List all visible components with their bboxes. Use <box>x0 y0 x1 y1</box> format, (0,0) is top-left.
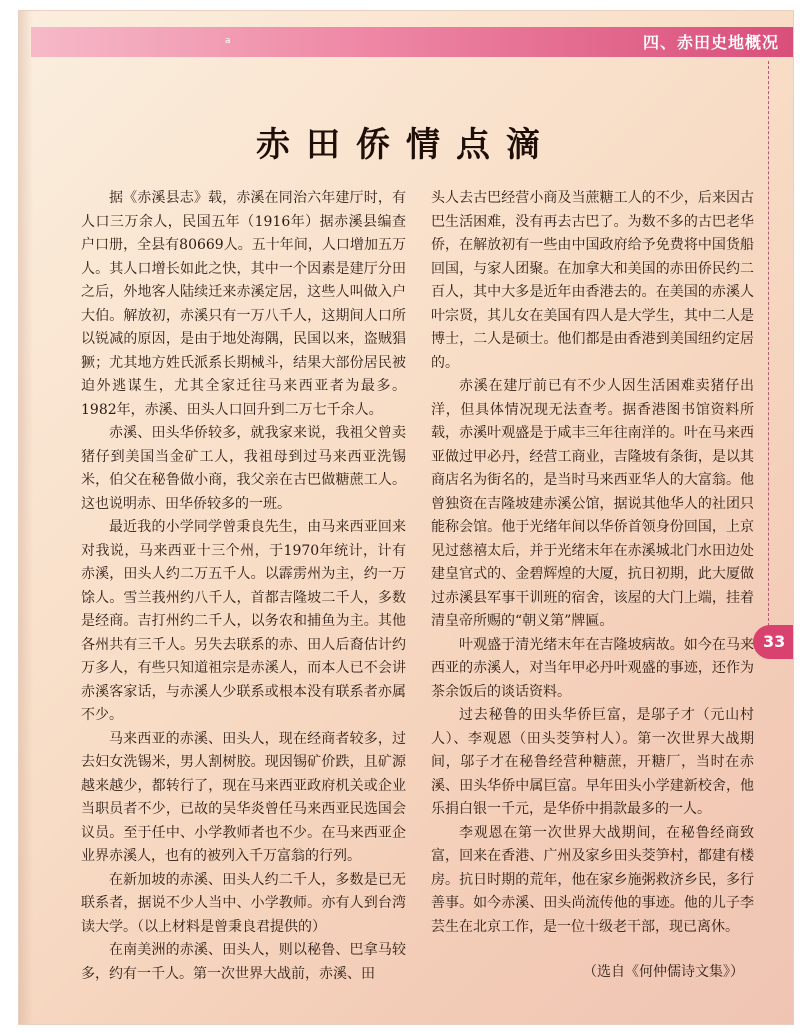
page-number-tab <box>753 625 793 659</box>
header-mark: a <box>225 36 231 46</box>
section-title: 四、赤田史地概况 <box>642 33 779 52</box>
paragraph: 过去秘鲁的田头华侨巨富，是邬子才（元山村人）、李观恩（田头茭笋村人）。第一次世界大战期间，邬子才在秘鲁经营种糖蔗，开糖厂，当时在赤溪、田头华侨中属巨富。早年田头小学建新校舍，他乐捐白银一千元，是华侨中捐款最多的一人。 <box>431 707 754 817</box>
paragraph: 在南美洲的赤溪、田头人，则以秘鲁、巴拿马较多，约有一千人。第一次世界大战前，赤溪、田 <box>81 942 406 982</box>
paragraph: 赤溪、田头华侨较多，就我家来说，我祖父曾卖猪仔到美国当金矿工人，我祖母到过马来西亚洗锡米，伯父在秘鲁做小商，我父亲在古巴做糖蔗工人。这也说明赤、田华侨较多的一班。 <box>81 425 406 512</box>
right-column <box>431 187 754 985</box>
paragraph: 在新加坡的赤溪、田头人约二千人，多数是已无联系者，据说不少人当中、小学教师。亦有人到台湾读大学。（以上材料是曾秉良君提供的） <box>81 871 406 935</box>
left-column <box>81 187 406 986</box>
paragraph: 叶观盛于清光绪末年在吉隆坡病故。如今在马来西亚的赤溪人，对当年甲必丹叶观盛的事迹，还作为茶余饭后的谈话资料。 <box>431 636 754 700</box>
page-number: 33 <box>763 632 786 651</box>
paragraph: 赤溪在建厅前已有不少人因生活困难卖猪仔出洋，但具体情况现无法查考。据香港图书馆资料所载，赤溪叶观盛是于咸丰三年往南洋的。叶在马来西亚做过甲必丹，经营工商业，吉隆坡有条街，是以其商店名为街名的，是当时马来西亚华人的大富翁。他曾独资在吉隆坡建赤溪公馆，据说其他华人的社团只能称会馆。他于光绪年间以华侨首领身份回国，上京见过慈禧太后，并于光绪末年在赤溪城北门水田边处建皇官式的、金碧辉煌的大厦，抗日初期，此大厦做过赤溪县军事干训班的宿舍，该屋的大门上端，挂着清皇帝所赐的“朝义第”牌匾。 <box>431 378 754 629</box>
source-citation: （选自《何仲儒诗文集》） <box>583 964 744 980</box>
paragraph: 最近我的小学同学曾秉良先生，由马来西亚回来对我说，马来西亚十三个州，于1970年统计，计有赤溪，田头人约二万五千人。以霹雳州为主，约一万馀人。雪兰莪州约八千人，首都吉隆坡二千人，多数是经商。吉打州约二千人，以务农和捕鱼为主。其他各州共有三千人。另失去联系的赤、田人后裔估计约万多人，有些只知道祖宗是赤溪人，而本人已不会讲赤溪客家话，与赤溪人少联系或根本没有联系者亦属不少。 <box>81 519 406 723</box>
paragraph: 据《赤溪县志》载，赤溪在同治六年建厅时，有人口三万余人，民国五年（1916年）据赤溪县编查户口册，全县有80669人。五十年间，人口增加五万人。其人口增长如此之快，其中一个因素是建厅分田之后，外地客人陆续迁来赤溪定居，这些人叫做入户大伯。解放初，赤溪只有一万八千人，这期间人口所以锐减的原因，是由于地处海隅，民国以来，盗贼猖獗；尤其地方姓氏派系长期械斗，结果大部份居民被迫外逃谋生，尤其全家迁往马来西亚者为最多。1982年，赤溪、田头人口回升到二万七千余人。 <box>81 190 406 418</box>
paragraph-continuation: 头人去古巴经营小商及当蔗糖工人的不少，后来因古巴生活困难，没有再去古巴了。为数不多的古巴老华侨，在解放初有一些由中国政府给予免费将中国货船回国，与家人团聚。在加拿大和美国的赤田侨民约二百人，其中大多是近年由香港去的。在美国的赤溪人叶宗贤，其儿女在美国有四人是大学生，其中二人是博士，二人是硕士。他们都是由香港到美国纽约定居的。 <box>431 190 754 371</box>
paragraph: 李观恩在第一次世界大战期间，在秘鲁经商致富，回来在香港、广州及家乡田头茭笋村，都建有楼房。抗日时期的荒年，他在家乡施粥救济乡民，多行善事。如今赤溪、田头尚流传他的事迹。他的儿子李芸生在北京工作，是一位十级老干部，现已离休。 <box>431 824 754 935</box>
paragraph: 马来西亚的赤溪、田头人，现在经商者较多，过去妇女洗锡米，男人割树胶。现因锡矿价跌，且矿源越来越少，都转行了，现在马来西亚政府机关或企业当职员者不少，已故的吴华炎曾任马来西亚民选国会议员。至于任中、小学教师者也不少。在马来西亚企业界赤溪人，也有的被列入千万富翁的行列。 <box>81 730 406 864</box>
section-header-band <box>31 27 793 57</box>
article-title: 赤田侨情点滴 <box>256 125 556 165</box>
book-page <box>18 10 794 1025</box>
